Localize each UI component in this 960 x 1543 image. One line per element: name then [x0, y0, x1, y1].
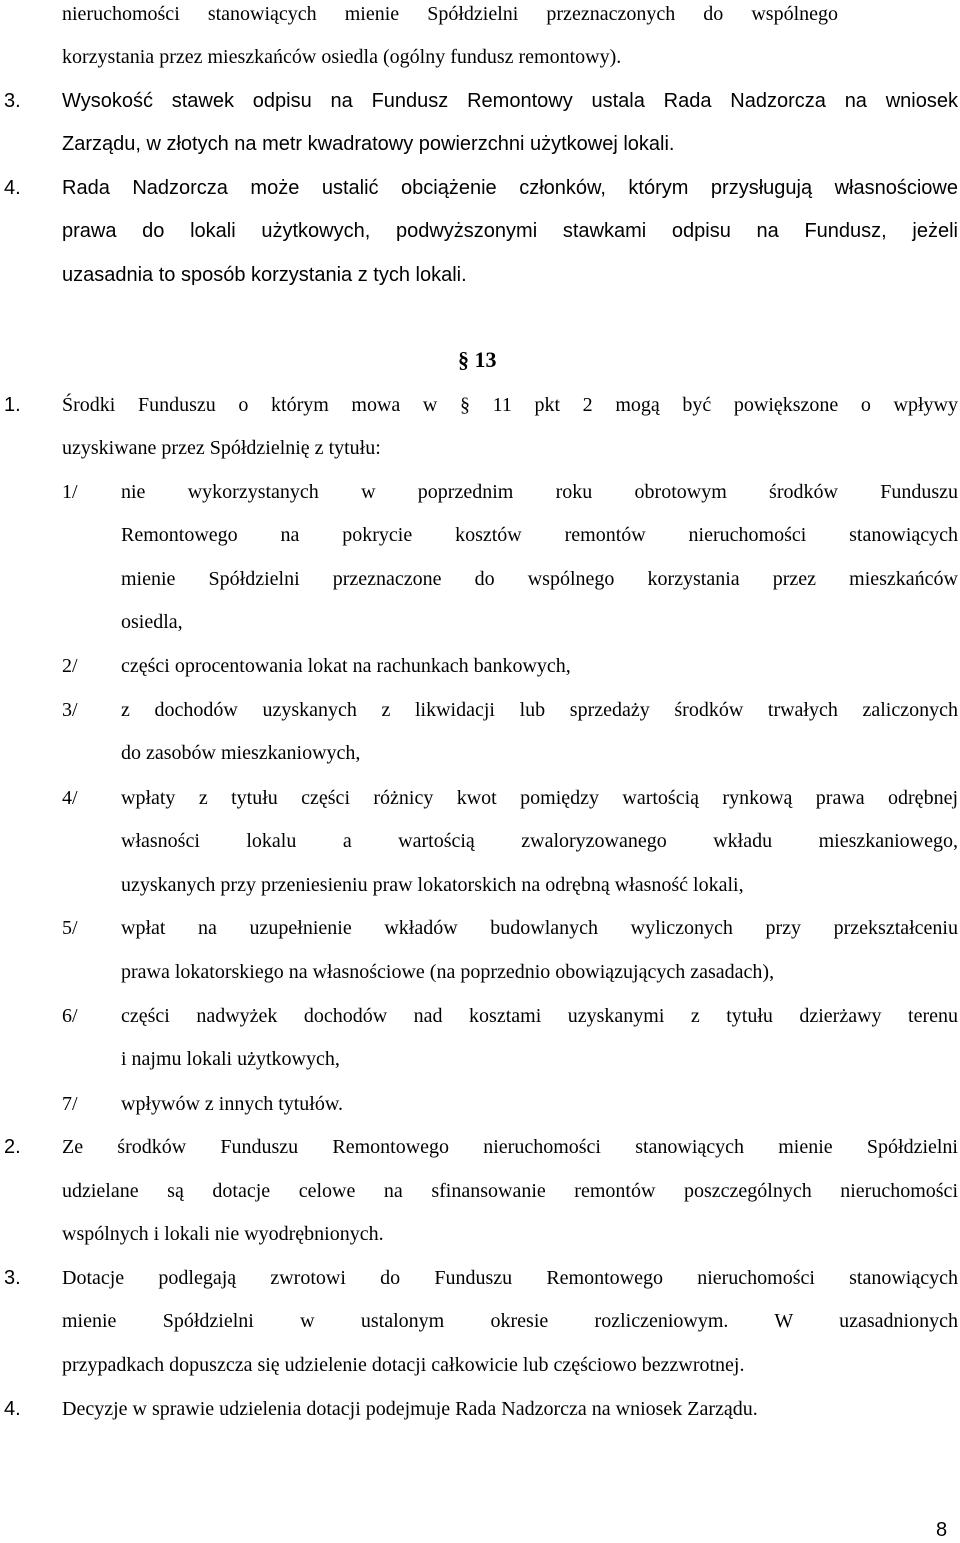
list-marker: 6/ [62, 1005, 78, 1027]
text-line: Środki Funduszu o którym mowa w § 11 pkt 2 mogą być powiększone o wpływy [62, 394, 958, 416]
page-number: 8 [936, 1519, 948, 1541]
text-line: nie wykorzystanych w poprzednim roku obrotowym środków Funduszu [121, 481, 958, 503]
text-line: i najmu lokali użytkowych, [121, 1048, 340, 1070]
list-marker: 5/ [62, 917, 78, 939]
text-line: uzyskiwane przez Spółdzielnię z tytułu: [62, 437, 381, 459]
text-line: do zasobów mieszkaniowych, [121, 742, 361, 764]
text-line: korzystania przez mieszkańców osiedla (ogólny fundusz remontowy). [62, 46, 622, 68]
text-line: wspólnych i lokali nie wyodrębnionych. [62, 1223, 384, 1245]
text-line: prawa lokatorskiego na własnościowe (na poprzednio obowiązujących zasadach), [121, 961, 775, 983]
text-line: Remontowego na pokrycie kosztów remontów nieruchomości stanowiących [121, 524, 958, 546]
text-line: wpłaty z tytułu części różnicy kwot pomiędzy wartością rynkową prawa odrębnej [121, 787, 958, 809]
list-marker: 2/ [62, 655, 78, 677]
list-marker: 3. [4, 90, 21, 112]
text-line: mienie Spółdzielni przeznaczone do wspólnego korzystania przez mieszkańców [121, 568, 958, 590]
list-marker: 4. [4, 177, 21, 199]
list-marker: 2. [4, 1136, 21, 1158]
text-line: Dotacje podlegają zwrotowi do Funduszu Remontowego nieruchomości stanowiących [62, 1267, 958, 1289]
list-marker: 3. [4, 1267, 21, 1289]
text-line: nieruchomości stanowiących mienie Spółdzielni przeznaczonych do wspólnego [62, 3, 838, 25]
text-line: z dochodów uzyskanych z likwidacji lub sprzedaży środków trwałych zaliczonych [121, 699, 958, 721]
text-line: Rada Nadzorcza może ustalić obciążenie członków, którym przysługują własnościowe [62, 177, 958, 199]
list-marker: 4/ [62, 787, 78, 809]
text-line: Ze środków Funduszu Remontowego nieruchomości stanowiących mienie Spółdzielni [62, 1136, 958, 1158]
list-marker: 1/ [62, 481, 78, 503]
text-line: udzielane są dotacje celowe na sfinansowanie remontów poszczególnych nieruchomości [62, 1180, 958, 1202]
text-line: części nadwyżek dochodów nad kosztami uzyskanymi z tytułu dzierżawy terenu [121, 1005, 958, 1027]
text-line: wpływów z innych tytułów. [121, 1093, 344, 1115]
section-heading: § 13 [458, 347, 497, 372]
text-line: Wysokość stawek odpisu na Fundusz Remontowy ustala Rada Nadzorcza na wniosek [62, 90, 958, 112]
list-marker: 1. [4, 394, 21, 416]
text-line: Zarządu, w złotych na metr kwadratowy powierzchni użytkowej lokali. [62, 133, 675, 155]
list-marker: 7/ [62, 1093, 78, 1115]
list-marker: 3/ [62, 699, 78, 721]
text-line: Decyzje w sprawie udzielenia dotacji podejmuje Rada Nadzorcza na wniosek Zarządu. [62, 1398, 758, 1420]
list-marker: 4. [4, 1398, 21, 1420]
text-line: osiedla, [121, 611, 183, 633]
text-line: mienie Spółdzielni w ustalonym okresie rozliczeniowym. W uzasadnionych [62, 1310, 958, 1332]
text-line: uzasadnia to sposób korzystania z tych lokali. [62, 264, 467, 286]
text-line: uzyskanych przy przeniesieniu praw lokatorskich na odrębną własność lokali, [121, 874, 744, 896]
text-line: części oprocentowania lokat na rachunkach bankowych, [121, 655, 571, 677]
text-line: prawa do lokali użytkowych, podwyższonymi stawkami odpisu na Fundusz, jeżeli [62, 220, 958, 242]
text-line: przypadkach dopuszcza się udzielenie dotacji całkowicie lub częściowo bezzwrotnej. [62, 1354, 745, 1376]
text-line: wpłat na uzupełnienie wkładów budowlanych wyliczonych przy przekształceniu [121, 917, 958, 939]
text-line: własności lokalu a wartością zwaloryzowanego wkładu mieszkaniowego, [121, 830, 958, 852]
